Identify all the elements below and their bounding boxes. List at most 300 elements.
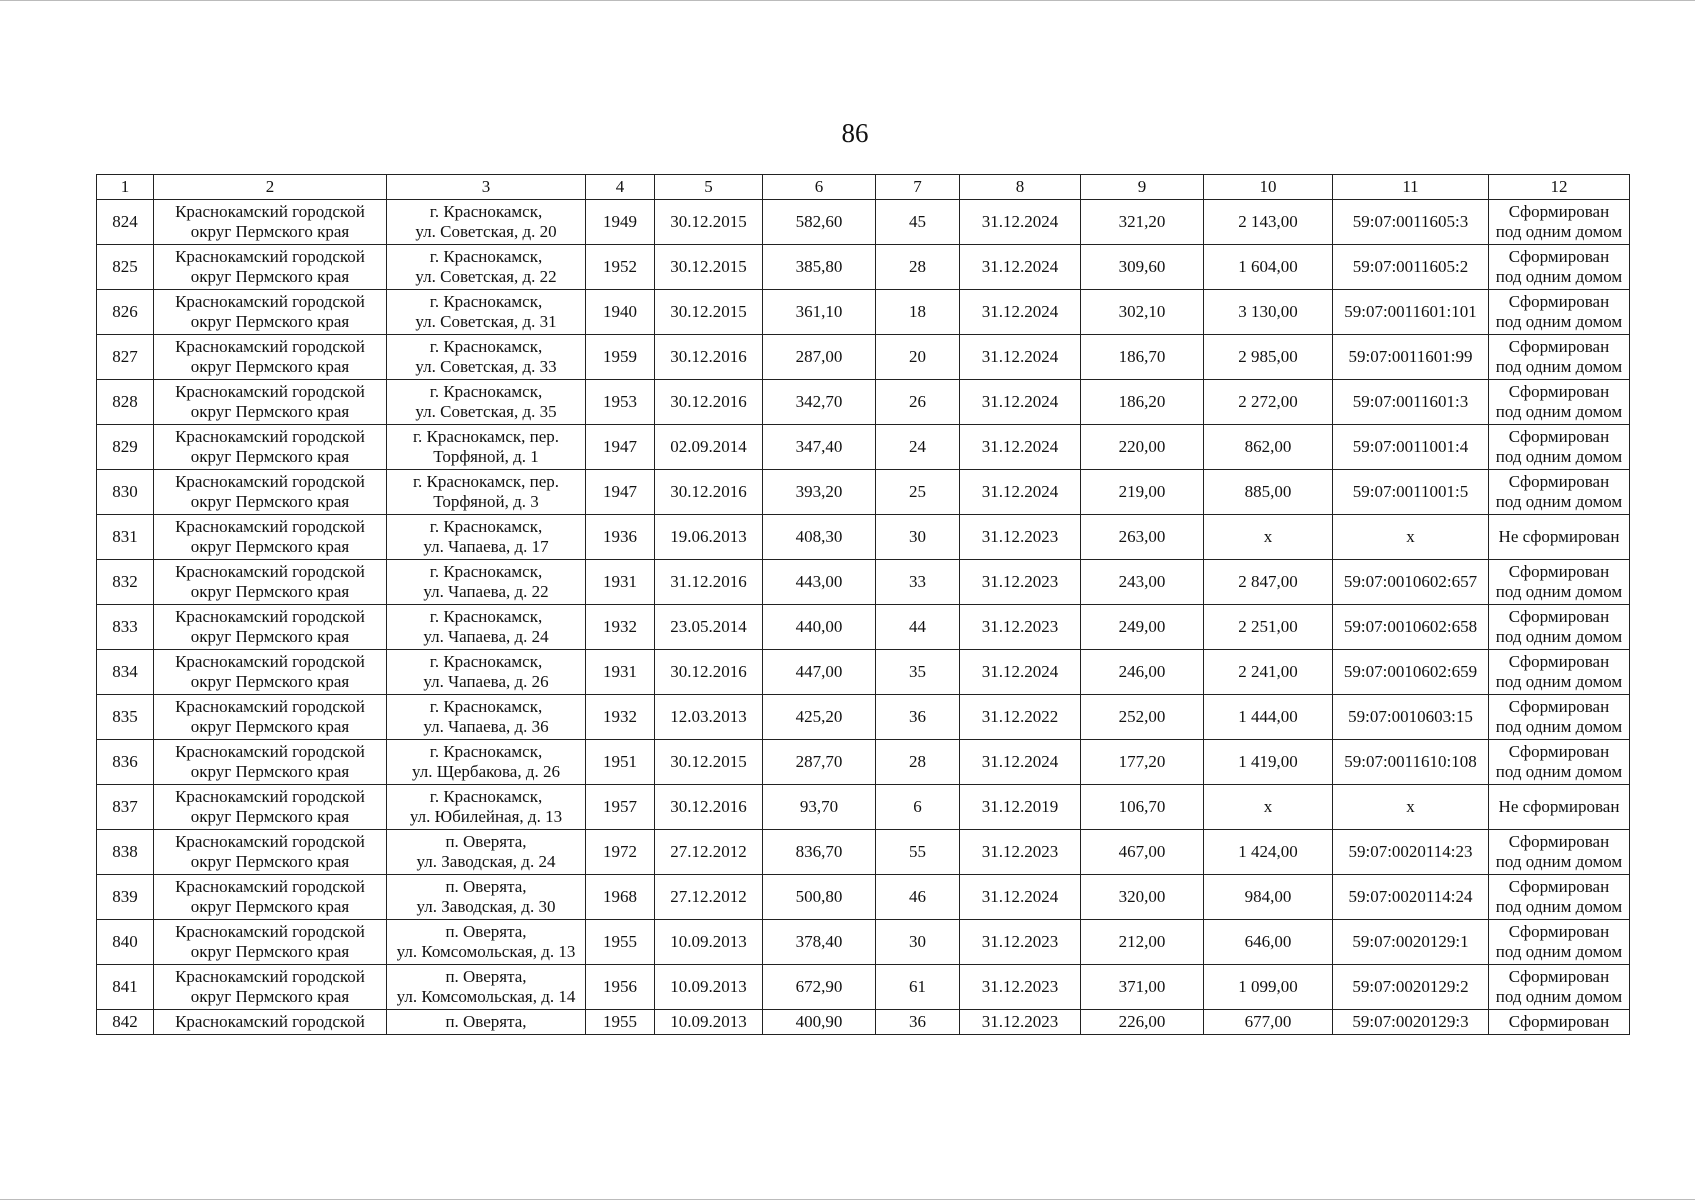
table-cell <box>1333 830 1489 875</box>
table-cell <box>1204 470 1333 515</box>
cell-text: 862,00 <box>1244 437 1292 456</box>
cell-text: 36 <box>909 707 926 726</box>
table-cell <box>1081 785 1204 830</box>
table-cell <box>97 470 154 515</box>
cell-text: 1955 <box>603 1012 637 1031</box>
table-cell <box>586 515 655 560</box>
table-cell <box>97 830 154 875</box>
cell-text: 186,20 <box>1118 392 1166 411</box>
cell-text: 984,00 <box>1244 887 1292 906</box>
cell-text: Сформирован <box>1508 607 1610 626</box>
table-cell <box>1333 965 1489 1010</box>
table-cell <box>586 380 655 425</box>
table-cell <box>1489 245 1630 290</box>
table-cell <box>97 245 154 290</box>
cell-text: 842 <box>112 1012 138 1031</box>
cell-text: 31.12.2023 <box>981 842 1059 861</box>
cell-text: 31.12.2024 <box>981 347 1059 366</box>
table-cell <box>655 650 763 695</box>
cell-text: 26 <box>909 392 926 411</box>
cell-text: 440,00 <box>795 617 843 636</box>
table-cell <box>97 290 154 335</box>
cell-text: 835 <box>112 707 138 726</box>
cell-text: 408,30 <box>795 527 843 546</box>
table-cell <box>876 650 960 695</box>
cell-text: 59:07:0011605:3 <box>1352 212 1469 231</box>
cell-text: 30.12.2016 <box>670 347 747 366</box>
cell-text: г. Краснокамск, <box>429 562 543 581</box>
cell-text: 59:07:0011601:99 <box>1348 347 1473 366</box>
table-cell <box>960 290 1081 335</box>
table-cell <box>387 425 586 470</box>
table-cell <box>1204 515 1333 560</box>
cell-text: 1949 <box>603 212 637 231</box>
table-cell <box>154 290 387 335</box>
cell-text: 20 <box>909 347 926 366</box>
table-cell <box>586 920 655 965</box>
table-cell <box>763 425 876 470</box>
cell-text: 61 <box>909 977 926 996</box>
table-row <box>97 965 1630 1010</box>
cell-text: Краснокамский городской округ Пермского края <box>175 202 365 241</box>
table-cell <box>763 650 876 695</box>
cell-text: 31.12.2016 <box>670 572 747 591</box>
header-row <box>97 175 1630 200</box>
cell-text: г. Краснокамск, <box>429 787 543 806</box>
cell-text: 371,00 <box>1118 977 1166 996</box>
table-row <box>97 830 1630 875</box>
table-cell <box>655 920 763 965</box>
table-cell <box>1204 740 1333 785</box>
table-cell <box>1333 875 1489 920</box>
cell-text: 25 <box>909 482 926 501</box>
table-cell <box>876 605 960 650</box>
cell-text: 36 <box>909 1012 926 1031</box>
cell-text: 59:07:0020129:2 <box>1352 977 1469 996</box>
cell-text: 24 <box>909 437 926 456</box>
cell-text: г. Краснокамск, <box>429 697 543 716</box>
cell-text: Краснокамский городской округ Пермского края <box>175 607 365 646</box>
table-cell <box>1081 335 1204 380</box>
table-cell <box>876 740 960 785</box>
table-cell <box>97 515 154 560</box>
table-cell <box>960 965 1081 1010</box>
table-cell <box>1204 605 1333 650</box>
cell-text: 646,00 <box>1244 932 1292 951</box>
table-cell <box>1489 965 1630 1010</box>
cell-text: под одним домом <box>1495 852 1623 871</box>
cell-text: Торфяной, д. 3 <box>433 492 539 511</box>
cell-text: 30.12.2015 <box>670 212 747 231</box>
cell-text: 309,60 <box>1118 257 1166 276</box>
cell-text: х <box>1406 797 1415 816</box>
table-cell <box>1081 605 1204 650</box>
cell-text: х <box>1263 527 1273 546</box>
cell-text: 832 <box>112 572 138 591</box>
table-cell <box>655 965 763 1010</box>
cell-text: 385,80 <box>795 257 843 276</box>
cell-text: 59:07:0011601:101 <box>1344 302 1477 321</box>
table-cell <box>1489 740 1630 785</box>
table-cell <box>387 965 586 1010</box>
table-cell <box>655 560 763 605</box>
cell-text: г. Краснокамск, пер. <box>412 472 560 491</box>
cell-text: Сформирован <box>1508 877 1610 896</box>
table-cell <box>876 920 960 965</box>
table-cell <box>876 245 960 290</box>
cell-text: 443,00 <box>795 572 843 591</box>
table-cell <box>763 920 876 965</box>
cell-text: 1959 <box>603 347 637 366</box>
table-cell <box>655 605 763 650</box>
cell-text: 1956 <box>603 977 637 996</box>
table-cell <box>763 830 876 875</box>
table-cell <box>1204 1010 1333 1035</box>
cell-text: 59:07:0011001:5 <box>1352 482 1469 501</box>
table-cell <box>1081 740 1204 785</box>
cell-text: ул. Советская, д. 31 <box>415 312 557 331</box>
table-cell <box>387 380 586 425</box>
cell-text: под одним домом <box>1495 312 1623 331</box>
cell-text: Сформирован <box>1508 382 1610 401</box>
table-cell <box>763 1010 876 1035</box>
cell-text: 1 424,00 <box>1238 842 1298 861</box>
cell-text: 59:07:0010603:15 <box>1348 707 1473 726</box>
cell-text: 28 <box>909 752 926 771</box>
table-cell <box>1333 200 1489 245</box>
table-row <box>97 650 1630 695</box>
table-cell <box>387 875 586 920</box>
table-cell <box>1333 470 1489 515</box>
table-cell <box>1204 695 1333 740</box>
cell-text: 249,00 <box>1118 617 1166 636</box>
cell-text: Краснокамский городской округ Пермского края <box>175 832 365 871</box>
table-cell <box>97 425 154 470</box>
table-cell <box>97 605 154 650</box>
cell-text: 59:07:0020129:3 <box>1352 1012 1469 1031</box>
cell-text: 500,80 <box>795 887 843 906</box>
cell-text: Краснокамский городской округ Пермского края <box>175 472 365 511</box>
table-cell <box>655 470 763 515</box>
cell-text: 31.12.2024 <box>981 257 1059 276</box>
cell-text: 839 <box>112 887 138 906</box>
table-cell <box>763 740 876 785</box>
cell-text: 27.12.2012 <box>670 887 747 906</box>
table-cell <box>876 515 960 560</box>
cell-text: Сформирован <box>1508 472 1610 491</box>
cell-text: Сформирован <box>1508 697 1610 716</box>
cell-text: 828 <box>112 392 138 411</box>
table-row <box>97 875 1630 920</box>
cell-text: ул. Советская, д. 22 <box>415 267 557 286</box>
table-cell <box>655 695 763 740</box>
cell-text: п. Оверята, <box>445 877 527 896</box>
cell-text: г. Краснокамск, пер. <box>412 427 560 446</box>
cell-text: Сформирован <box>1508 967 1610 986</box>
cell-text: г. Краснокамск, <box>429 337 543 356</box>
cell-text: 27.12.2012 <box>670 842 747 861</box>
table-row <box>97 380 1630 425</box>
column-header: 7 <box>876 175 960 200</box>
table-cell <box>1489 605 1630 650</box>
table-cell <box>1333 245 1489 290</box>
table-row <box>97 695 1630 740</box>
column-header: 5 <box>655 175 763 200</box>
cell-text: Сформирован <box>1508 922 1610 941</box>
table-cell <box>586 785 655 830</box>
table-cell <box>876 335 960 380</box>
cell-text: под одним домом <box>1495 492 1623 511</box>
cell-text: Сформирован <box>1508 1012 1610 1031</box>
table-cell <box>1333 1010 1489 1035</box>
table-cell <box>154 920 387 965</box>
table-cell <box>586 740 655 785</box>
cell-text: 59:07:0011610:108 <box>1344 752 1477 771</box>
cell-text: 59:07:0010602:657 <box>1343 572 1478 591</box>
table-cell <box>97 695 154 740</box>
table-cell <box>876 380 960 425</box>
table-cell <box>387 785 586 830</box>
cell-text: 1972 <box>603 842 637 861</box>
cell-text: 246,00 <box>1118 662 1166 681</box>
cell-text: 2 985,00 <box>1238 347 1298 366</box>
table-row <box>97 200 1630 245</box>
table-cell <box>586 470 655 515</box>
cell-text: Не сформирован <box>1498 527 1620 546</box>
cell-text: г. Краснокамск, <box>429 607 543 626</box>
cell-text: 220,00 <box>1118 437 1166 456</box>
cell-text: Краснокамский городской округ Пермского края <box>175 922 365 961</box>
cell-text: 1 099,00 <box>1238 977 1298 996</box>
table-cell <box>154 200 387 245</box>
cell-text: 30 <box>909 932 926 951</box>
cell-text: 1952 <box>603 257 637 276</box>
cell-text: 31.12.2023 <box>981 572 1059 591</box>
cell-text: 3 130,00 <box>1238 302 1298 321</box>
cell-text: г. Краснокамск, <box>429 652 543 671</box>
housing-registry-table <box>96 174 1630 1035</box>
table-cell <box>1081 290 1204 335</box>
cell-text: 467,00 <box>1118 842 1166 861</box>
column-header: 2 <box>154 175 387 200</box>
column-header: 12 <box>1489 175 1630 200</box>
table-cell <box>763 290 876 335</box>
table-cell <box>763 200 876 245</box>
cell-text: 219,00 <box>1118 482 1166 501</box>
table-cell <box>960 875 1081 920</box>
cell-text: 1947 <box>603 437 637 456</box>
table-cell <box>586 245 655 290</box>
table-cell <box>876 785 960 830</box>
cell-text: под одним домом <box>1495 267 1623 286</box>
table-row <box>97 290 1630 335</box>
cell-text: 320,00 <box>1118 887 1166 906</box>
cell-text: Краснокамский городской округ Пермского края <box>175 292 365 331</box>
table-cell <box>154 1010 387 1035</box>
table-cell <box>1081 1010 1204 1035</box>
cell-text: ул. Щербакова, д. 26 <box>411 762 561 781</box>
cell-text: под одним домом <box>1495 582 1623 601</box>
table-cell <box>1204 245 1333 290</box>
table-cell <box>1333 650 1489 695</box>
cell-text: 30 <box>909 527 926 546</box>
cell-text: 1932 <box>603 707 637 726</box>
cell-text: ул. Чапаева, д. 24 <box>423 627 549 646</box>
table-cell <box>1489 515 1630 560</box>
table-cell <box>655 875 763 920</box>
cell-text: 582,60 <box>795 212 843 231</box>
table-cell <box>960 245 1081 290</box>
table-cell <box>1489 200 1630 245</box>
table-cell <box>655 335 763 380</box>
table-cell <box>1333 695 1489 740</box>
column-header: 4 <box>586 175 655 200</box>
table-cell <box>1204 875 1333 920</box>
cell-text: 1947 <box>603 482 637 501</box>
table-cell <box>1081 650 1204 695</box>
table-cell <box>763 335 876 380</box>
cell-text: 31.12.2024 <box>981 887 1059 906</box>
table-cell <box>763 245 876 290</box>
table-cell <box>154 695 387 740</box>
cell-text: 252,00 <box>1118 707 1166 726</box>
table-row <box>97 335 1630 380</box>
table-cell <box>960 200 1081 245</box>
table-row <box>97 605 1630 650</box>
table-cell <box>387 515 586 560</box>
cell-text: 342,70 <box>795 392 843 411</box>
table-cell <box>387 335 586 380</box>
cell-text: х <box>1263 797 1273 816</box>
table-cell <box>1081 965 1204 1010</box>
table-cell <box>1489 1010 1630 1035</box>
table-cell <box>1081 920 1204 965</box>
top-edge-line <box>0 0 1695 1</box>
table-cell <box>876 200 960 245</box>
table-body <box>97 200 1630 1035</box>
table-cell <box>1333 740 1489 785</box>
cell-text: г. Краснокамск, <box>429 742 543 761</box>
cell-text: 46 <box>909 887 926 906</box>
cell-text: ул. Чапаева, д. 26 <box>423 672 549 691</box>
table-cell <box>960 560 1081 605</box>
table-cell <box>960 425 1081 470</box>
cell-text: 1955 <box>603 932 637 951</box>
cell-text: Краснокамский городской <box>175 1012 365 1031</box>
cell-text: г. Краснокамск, <box>429 247 543 266</box>
table-cell <box>1081 245 1204 290</box>
cell-text: 1931 <box>603 662 637 681</box>
cell-text: 31.12.2023 <box>981 527 1059 546</box>
cell-text: 31.12.2023 <box>981 977 1059 996</box>
column-header: 8 <box>960 175 1081 200</box>
table-cell <box>97 380 154 425</box>
cell-text: 28 <box>909 257 926 276</box>
cell-text: 836 <box>112 752 138 771</box>
table-cell <box>154 560 387 605</box>
table-cell <box>154 650 387 695</box>
cell-text: ул. Заводская, д. 30 <box>416 897 556 916</box>
cell-text: 672,90 <box>795 977 843 996</box>
cell-text: 31.12.2024 <box>981 302 1059 321</box>
table-cell <box>960 380 1081 425</box>
table-cell <box>154 470 387 515</box>
cell-text: 287,70 <box>795 752 843 771</box>
table-cell <box>586 695 655 740</box>
cell-text: 31.12.2022 <box>981 707 1059 726</box>
table-cell <box>97 335 154 380</box>
table-cell <box>1333 920 1489 965</box>
cell-text: 33 <box>909 572 926 591</box>
cell-text: 10.09.2013 <box>670 977 747 996</box>
table-cell <box>1489 335 1630 380</box>
table-cell <box>1204 200 1333 245</box>
table-cell <box>1333 785 1489 830</box>
cell-text: 30.12.2016 <box>670 662 747 681</box>
table-cell <box>1489 695 1630 740</box>
cell-text: 59:07:0011001:4 <box>1352 437 1469 456</box>
cell-text: Краснокамский городской округ Пермского края <box>175 562 365 601</box>
table-cell <box>1204 335 1333 380</box>
table-cell <box>655 785 763 830</box>
table-cell <box>1204 380 1333 425</box>
cell-text: Краснокамский городской округ Пермского края <box>175 337 365 376</box>
cell-text: 885,00 <box>1244 482 1292 501</box>
cell-text: 831 <box>112 527 138 546</box>
cell-text: 31.12.2024 <box>981 752 1059 771</box>
table-cell <box>154 380 387 425</box>
table-cell <box>1333 515 1489 560</box>
cell-text: 836,70 <box>795 842 843 861</box>
cell-text: 31.12.2019 <box>981 797 1059 816</box>
table-cell <box>97 740 154 785</box>
table-cell <box>1489 785 1630 830</box>
cell-text: Сформирован <box>1508 292 1610 311</box>
table-cell <box>960 605 1081 650</box>
cell-text: 93,70 <box>799 797 839 816</box>
column-header: 1 <box>97 175 154 200</box>
cell-text: 226,00 <box>1118 1012 1166 1031</box>
table-cell <box>387 245 586 290</box>
cell-text: 19.06.2013 <box>670 527 747 546</box>
cell-text: 35 <box>909 662 926 681</box>
table-cell <box>586 650 655 695</box>
cell-text: под одним домом <box>1495 672 1623 691</box>
cell-text: ул. Юбилейная, д. 13 <box>409 807 563 826</box>
table-cell <box>876 290 960 335</box>
table-cell <box>763 560 876 605</box>
cell-text: 1932 <box>603 617 637 636</box>
cell-text: г. Краснокамск, <box>429 202 543 221</box>
table-cell <box>1081 875 1204 920</box>
cell-text: под одним домом <box>1495 222 1623 241</box>
table-cell <box>586 560 655 605</box>
table-cell <box>154 515 387 560</box>
cell-text: ул. Чапаева, д. 36 <box>423 717 549 736</box>
cell-text: 59:07:0020114:24 <box>1348 887 1473 906</box>
table-cell <box>1489 650 1630 695</box>
table-cell <box>586 875 655 920</box>
cell-text: 31.12.2023 <box>981 1012 1059 1031</box>
cell-text: г. Краснокамск, <box>429 517 543 536</box>
cell-text: 31.12.2024 <box>981 392 1059 411</box>
table-cell <box>586 605 655 650</box>
table-cell <box>1333 560 1489 605</box>
table-cell <box>97 560 154 605</box>
cell-text: ул. Советская, д. 33 <box>415 357 557 376</box>
cell-text: 10.09.2013 <box>670 1012 747 1031</box>
cell-text: п. Оверята, <box>445 922 527 941</box>
